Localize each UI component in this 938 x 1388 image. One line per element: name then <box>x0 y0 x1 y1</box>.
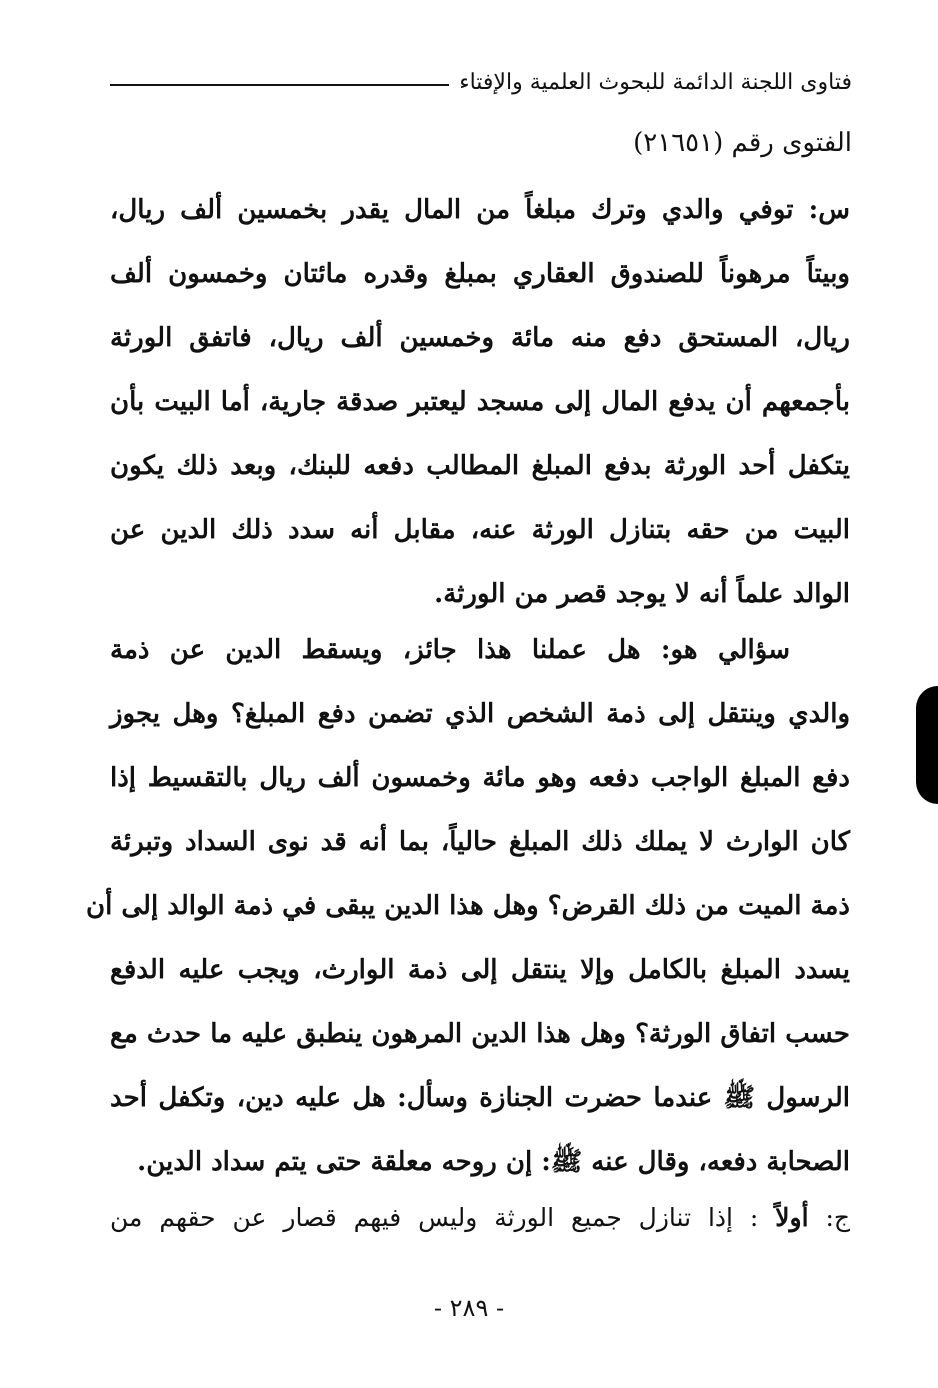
question-line: يتكفل أحد الورثة بدفع المبلغ المطالب دفعه للبنك، وبعد ذلك يكون <box>110 451 850 481</box>
question-line: يسدد المبلغ بالكامل وإلا ينتقل إلى ذمة الوارث، ويجب عليه الدفع <box>110 955 850 985</box>
running-header <box>110 70 852 95</box>
page-number: - ٢٨٩ - <box>433 1294 505 1322</box>
answer-text: : إذا تنازل جميع الورثة وليس فيهم قصار عن حقهم من <box>110 1203 759 1232</box>
question-line: ذمة الميت من ذلك القرض؟ وهل هذا الدين يبقى في ذمة الوالد إلى أن <box>86 891 850 921</box>
answer-prefix: ج: <box>825 1203 851 1232</box>
question-line: بأجمعهم أن يدفع المال إلى مسجد ليعتبر صدقة جارية، أما البيت بأن <box>110 387 850 417</box>
question-line: ريال، المستحق دفع منه مائة وخمسين ألف ريال، فاتفق الورثة <box>110 323 850 353</box>
question-line: س: توفي والدي وترك مبلغاً من المال يقدر بخمسين ألف ريال، <box>110 195 850 225</box>
question-line: حسب اتفاق الورثة؟ وهل هذا الدين المرهون ينطبق عليه ما حدث مع <box>110 1019 850 1049</box>
fatwa-number: الفتوى رقم (٢١٦٥١) <box>633 128 852 158</box>
scan-edge-mark <box>916 686 938 804</box>
question-line: كان الوارث لا يملك ذلك المبلغ حالياً، بما أنه قد نوى السداد وتبرئة <box>110 827 850 857</box>
question-line: والدي وينتقل إلى ذمة الشخص الذي تضمن دفع المبلغ؟ وهل يجوز <box>110 699 850 729</box>
question-line: الرسول ﷺ عندما حضرت الجنازة وسأل: هل عليه دين، وتكفل أحد <box>110 1083 850 1113</box>
question-line: الوالد علماً أنه لا يوجد قصر من الورثة. <box>434 579 850 609</box>
answer-line <box>110 1198 850 1238</box>
question-line: الصحابة دفعه، وقال عنه ﷺ: إن روحه معلقة حتى يتم سداد الدين. <box>137 1147 850 1177</box>
question-line: سؤالي هو: هل عملنا هذا جائز، ويسقط الدين عن ذمة <box>110 635 790 665</box>
question-line: البيت من حقه بتنازل الورثة عنه، مقابل أنه سدد ذلك الدين عن <box>110 515 850 545</box>
question-line: دفع المبلغ الواجب دفعه وهو مائة وخمسون ألف ريال بالتقسيط إذا <box>110 763 850 793</box>
answer-first-label: أولاً <box>775 1203 809 1232</box>
header-rule <box>110 84 449 86</box>
question-line: وبيتاً مرهوناً للصندوق العقاري بمبلغ وقدره مائتان وخمسون ألف <box>110 259 850 289</box>
header-title: فتاوى اللجنة الدائمة للبحوث العلمية والإفتاء <box>459 70 852 95</box>
